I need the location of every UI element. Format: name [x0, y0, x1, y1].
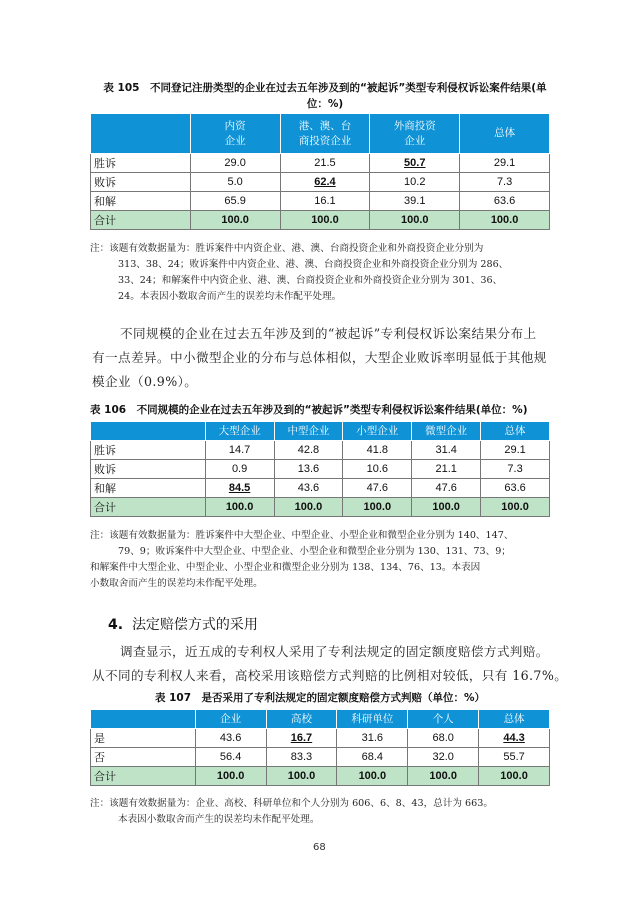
- table-cell: 100.0: [408, 767, 479, 786]
- table-cell: 100.0: [195, 767, 266, 786]
- table-total-row: [91, 498, 550, 517]
- table-cell: 100.0: [460, 211, 550, 230]
- table-106-header: 大型企业: [205, 422, 274, 441]
- table-cell: 43.6: [195, 729, 266, 748]
- table-cell: 47.6: [343, 479, 412, 498]
- table-cell: 16.7: [266, 729, 337, 748]
- table-106-note: 注：该题有效数据量为：胜诉案件中大型企业、中型企业、小型企业和微型企业分别为 140、147、 79、9；败诉案件中大型企业、中型企业、小型企业和微型企业分别为 130、131、73、9； 和解案件中大型企业、中型企业、小型企业和微型企业分别为 138、134、76、13。本表因 小数取舍而产生的误差均未作配平处理。: [90, 530, 514, 589]
- table-cell: 50.7: [370, 154, 460, 173]
- table-cell: 7.3: [481, 460, 550, 479]
- table-cell: 44.3: [479, 729, 550, 748]
- table-107-corner: [91, 710, 196, 729]
- table-row: [91, 154, 550, 173]
- table-row: [91, 192, 550, 211]
- table-cell: 100.0: [479, 767, 550, 786]
- table-105-caption-line1: 表 105 不同登记注册类型的企业在过去五年涉及到的“被起诉”类型专利侵权诉讼案件结果(单: [103, 82, 547, 94]
- table-row: [91, 460, 550, 479]
- table-row: [91, 729, 550, 748]
- row-label: 胜诉: [91, 154, 191, 173]
- table-cell: 100.0: [343, 498, 412, 517]
- table-cell: 5.0: [190, 173, 280, 192]
- table-cell: 65.9: [190, 192, 280, 211]
- table-106-caption: 表 106 不同规模的企业在过去五年涉及到的“被起诉”类型专利侵权诉讼案件结果(单位：%): [90, 404, 528, 416]
- table-cell: 83.3: [266, 748, 337, 767]
- table-cell: 41.8: [343, 441, 412, 460]
- table-106: [90, 421, 550, 517]
- table-total-row: [91, 767, 550, 786]
- table-row: [91, 173, 550, 192]
- table-cell: 100.0: [370, 211, 460, 230]
- paragraph-1: 不同规模的企业在过去五年涉及到的“被起诉”专利侵权诉讼案结果分布上 有一点差异。中小微型企业的分布与总体相似，大型企业败诉率明显低于其他规 模企业（0.9%）。: [92, 326, 547, 389]
- table-cell: 68.0: [408, 729, 479, 748]
- table-105-header-row: [91, 114, 550, 154]
- table-107-header: 个人: [408, 710, 479, 729]
- table-cell: 16.1: [280, 192, 370, 211]
- table-cell: 13.6: [274, 460, 343, 479]
- table-107-header: 高校: [266, 710, 337, 729]
- table-106-corner: [91, 422, 206, 441]
- table-cell: 47.6: [412, 479, 481, 498]
- table-cell: 100.0: [190, 211, 280, 230]
- page-number: 68: [313, 842, 326, 853]
- row-label: 败诉: [91, 460, 206, 479]
- table-cell: 55.7: [479, 748, 550, 767]
- table-cell: 32.0: [408, 748, 479, 767]
- table-105-caption: [90, 80, 560, 112]
- row-label: 合计: [91, 211, 191, 230]
- table-cell: 63.6: [481, 479, 550, 498]
- table-106-header: 小型企业: [343, 422, 412, 441]
- table-105-header: 外商投资 企业: [370, 114, 460, 154]
- table-cell: 68.4: [337, 748, 408, 767]
- row-label: 败诉: [91, 173, 191, 192]
- table-cell: 29.1: [460, 154, 550, 173]
- table-106-header: 中型企业: [274, 422, 343, 441]
- table-cell: 100.0: [412, 498, 481, 517]
- table-cell: 21.1: [412, 460, 481, 479]
- table-row: [91, 441, 550, 460]
- table-cell: 100.0: [274, 498, 343, 517]
- row-label: 是: [91, 729, 196, 748]
- section-heading: [108, 614, 258, 634]
- table-cell: 100.0: [280, 211, 370, 230]
- table-row: [91, 479, 550, 498]
- section-number: 4.: [108, 617, 124, 633]
- table-cell: 10.6: [343, 460, 412, 479]
- table-105-note: 注：该题有效数据量为：胜诉案件中内资企业、港、澳、台商投资企业和外商投资企业分别为 313、38、24；败诉案件中内资企业、港、澳、台商投资企业和外商投资企业分别为 286、 33、24；和解案件中内资企业、港、澳、台商投资企业和外商投资企业分别为 301、36、 24。本表因小数取舍而产生的误差均未作配平处理。: [90, 243, 509, 302]
- table-106-header: 微型企业: [412, 422, 481, 441]
- row-label: 合计: [91, 498, 206, 517]
- table-107-note: 注：该题有效数据量为：企业、高校、科研单位和个人分别为 606、6、8、43，总计为 663。 本表因小数取舍而产生的误差均未作配平处理。: [90, 798, 493, 825]
- table-cell: 100.0: [205, 498, 274, 517]
- table-107-header: 企业: [195, 710, 266, 729]
- table-cell: 7.3: [460, 173, 550, 192]
- table-107-header: 总体: [479, 710, 550, 729]
- table-cell: 31.6: [337, 729, 408, 748]
- table-107-header: 科研单位: [337, 710, 408, 729]
- row-label: 和解: [91, 479, 206, 498]
- table-cell: 43.6: [274, 479, 343, 498]
- table-cell: 0.9: [205, 460, 274, 479]
- table-105: [90, 113, 550, 230]
- table-cell: 84.5: [205, 479, 274, 498]
- table-107-caption: 表 107 是否采用了专利法规定的固定额度赔偿方式判赔（单位：%）: [154, 692, 486, 704]
- row-label: 和解: [91, 192, 191, 211]
- table-cell: 14.7: [205, 441, 274, 460]
- table-cell: 42.8: [274, 441, 343, 460]
- table-107: [90, 709, 550, 786]
- table-106-header-row: [91, 422, 550, 441]
- table-cell: 21.5: [280, 154, 370, 173]
- table-cell: 100.0: [481, 498, 550, 517]
- table-cell: 31.4: [412, 441, 481, 460]
- table-cell: 100.0: [337, 767, 408, 786]
- table-105-corner: [91, 114, 191, 154]
- table-cell: 29.0: [190, 154, 280, 173]
- table-cell: 56.4: [195, 748, 266, 767]
- table-105-header: 港、澳、台 商投资企业: [280, 114, 370, 154]
- table-cell: 100.0: [266, 767, 337, 786]
- paragraph-2: 调查显示，近五成的专利权人采用了专利法规定的固定额度赔偿方式判赔。 从不同的专利权人来看，高校采用该赔偿方式判赔的比例相对较低，只有 16.7%。: [92, 644, 568, 683]
- table-105-caption-line2: 位：%): [306, 98, 344, 110]
- table-107-header-row: [91, 710, 550, 729]
- table-total-row: [91, 211, 550, 230]
- table-cell: 62.4: [280, 173, 370, 192]
- row-label: 否: [91, 748, 196, 767]
- table-cell: 63.6: [460, 192, 550, 211]
- section-title: 法定赔偿方式的采用: [131, 617, 258, 633]
- row-label: 合计: [91, 767, 196, 786]
- table-cell: 39.1: [370, 192, 460, 211]
- table-105-header: 总体: [460, 114, 550, 154]
- table-105-header: 内资 企业: [190, 114, 280, 154]
- row-label: 胜诉: [91, 441, 206, 460]
- table-106-header: 总体: [481, 422, 550, 441]
- table-row: [91, 748, 550, 767]
- table-cell: 29.1: [481, 441, 550, 460]
- table-cell: 10.2: [370, 173, 460, 192]
